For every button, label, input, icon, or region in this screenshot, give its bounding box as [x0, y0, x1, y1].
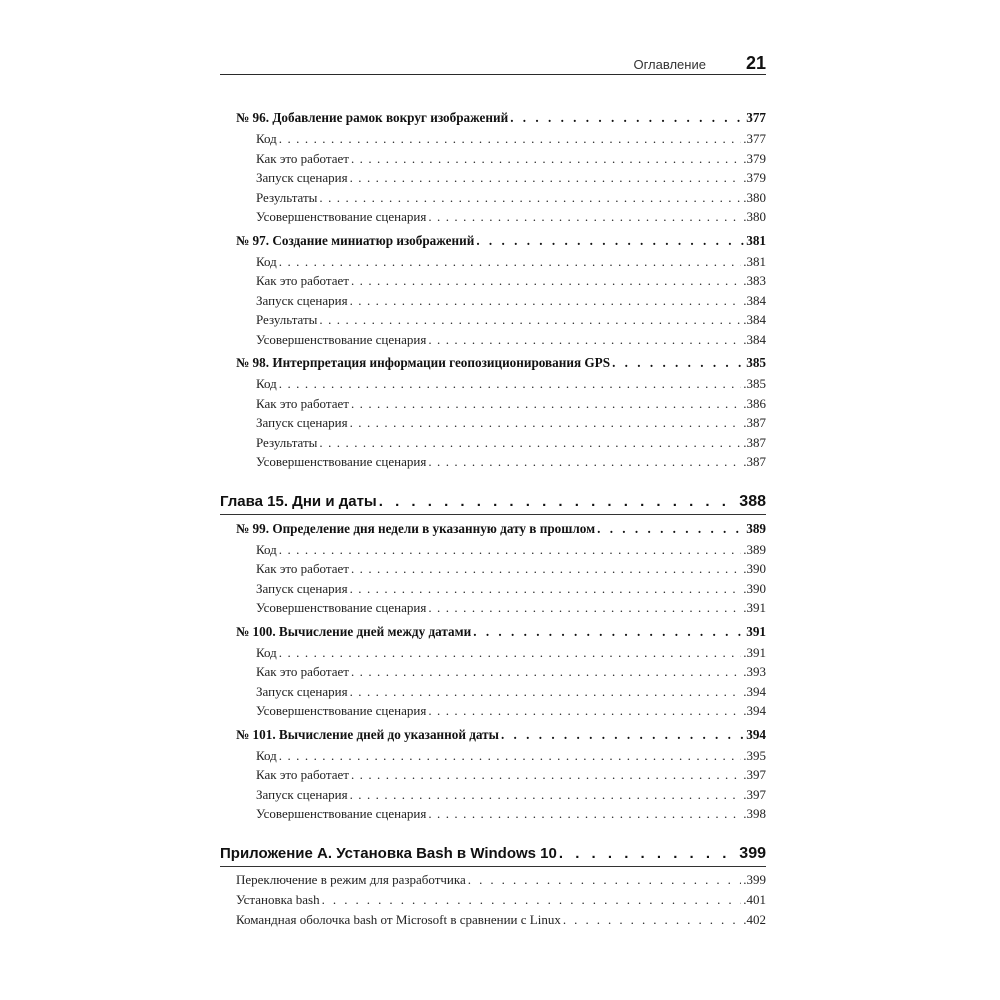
sub-entry-page: .385 — [743, 376, 766, 391]
leader-dots — [350, 579, 742, 599]
toc-sub-entry[interactable] — [220, 413, 766, 433]
chapter-rule — [220, 514, 766, 515]
sub-entry-page: .387 — [743, 434, 766, 450]
sub-entry-label: Запуск сценария — [256, 170, 348, 185]
appendix-item-page: .399 — [743, 871, 766, 887]
leader-dots — [428, 330, 741, 350]
toc-sub-entry[interactable] — [220, 310, 766, 330]
chapter-page: 388 — [739, 492, 766, 510]
sub-entry-label: Запуск сценария — [256, 580, 348, 596]
leader-dots — [428, 598, 741, 618]
sub-entry-label: Запуск сценария — [256, 292, 348, 308]
leader-dots — [319, 433, 741, 453]
sub-entry-label: Как это работает — [256, 561, 349, 576]
sub-entry-label: Усовершенствование сценария — [256, 703, 427, 718]
toc-sub-entry[interactable] — [220, 643, 766, 663]
toc-sub-entry[interactable] — [220, 598, 766, 618]
sub-entry-page: .379 — [743, 170, 766, 185]
leader-dots — [379, 490, 738, 514]
toc-appendix-item[interactable] — [220, 870, 766, 890]
leader-dots — [350, 413, 742, 433]
sub-entry-page: .390 — [743, 561, 766, 576]
leader-dots — [350, 291, 742, 311]
sub-entry-label: Код — [256, 131, 277, 146]
leader-dots — [350, 168, 742, 188]
appendix-item-label: Установка bash — [236, 891, 320, 907]
toc-recipe-entry[interactable] — [220, 107, 766, 129]
sub-entry-page: .381 — [743, 253, 766, 269]
table-of-contents — [220, 107, 766, 930]
toc-sub-entry[interactable] — [220, 540, 766, 560]
sub-entry-label: Усовершенствование сценария — [256, 806, 427, 821]
recipe-page: 377 — [746, 110, 766, 125]
sub-entry-page: .393 — [743, 664, 766, 679]
running-head-title: Оглавление — [633, 57, 706, 72]
sub-entry-page: .380 — [743, 209, 766, 224]
sub-entry-label: Усовершенствование сценария — [256, 454, 427, 469]
sub-entry-label: Код — [256, 541, 277, 557]
leader-dots — [351, 559, 741, 579]
toc-sub-entry[interactable] — [220, 452, 766, 472]
recipe-block — [220, 230, 766, 350]
sub-entry-page: .391 — [743, 644, 766, 660]
sub-entry-page: .379 — [743, 150, 766, 166]
toc-recipe-entry[interactable] — [220, 621, 766, 643]
leader-dots — [351, 765, 741, 785]
recipe-page: 391 — [746, 623, 766, 639]
recipe-block — [220, 107, 766, 227]
leader-dots — [612, 352, 744, 374]
sub-entry-label: Как это работает — [256, 767, 349, 782]
toc-sub-entry[interactable] — [220, 559, 766, 579]
sub-entry-label: Как это работает — [256, 150, 349, 166]
appendix-title: Приложение А. Установка Bash в Windows 10 — [220, 844, 557, 862]
toc-recipe-entry[interactable] — [220, 230, 766, 252]
chapter-rule — [220, 866, 766, 867]
sub-entry-label: Как это работает — [256, 395, 349, 411]
sub-entry-label: Усовершенствование сценария — [256, 600, 427, 615]
toc-sub-entry[interactable] — [220, 746, 766, 766]
leader-dots — [279, 252, 741, 272]
toc-sub-entry[interactable] — [220, 149, 766, 169]
toc-sub-entry[interactable] — [220, 701, 766, 721]
sub-entry-page: .377 — [743, 131, 766, 146]
chapter-block — [220, 490, 766, 824]
toc-sub-entry[interactable] — [220, 252, 766, 272]
sub-entry-page: .384 — [743, 331, 766, 347]
toc-recipe-entry[interactable] — [220, 724, 766, 746]
toc-sub-entry[interactable] — [220, 271, 766, 291]
sub-entry-page: .387 — [743, 415, 766, 430]
sub-entry-label: Усовершенствование сценария — [256, 331, 427, 347]
leader-dots — [563, 910, 741, 930]
recipe-block — [220, 621, 766, 721]
toc-appendix-entry[interactable] — [220, 842, 766, 866]
leader-dots — [597, 518, 744, 540]
recipe-block — [220, 724, 766, 824]
sub-entry-label: Усовершенствование сценария — [256, 209, 427, 224]
sub-entry-page: .398 — [743, 806, 766, 821]
sub-entry-page: .397 — [743, 786, 766, 802]
sub-entry-page: .397 — [743, 767, 766, 782]
recipe-title: № 99. Определение дня недели в указанную дату в прошлом — [236, 520, 596, 536]
toc-chapter-entry[interactable] — [220, 490, 766, 514]
leader-dots — [501, 724, 744, 746]
page-number: 21 — [745, 53, 766, 73]
toc-sub-entry[interactable] — [220, 207, 766, 227]
leader-dots — [279, 374, 741, 394]
appendix-item-label: Командная оболочка bash от Microsoft в сравнении с Linux — [236, 911, 561, 927]
appendix-block — [220, 842, 766, 930]
leader-dots — [473, 621, 744, 643]
recipe-page: 385 — [746, 355, 766, 370]
toc-sub-entry[interactable] — [220, 330, 766, 350]
chapter-title: Глава 15. Дни и даты — [220, 492, 377, 510]
toc-sub-entry[interactable] — [220, 129, 766, 149]
header-rule — [220, 74, 766, 75]
toc-sub-entry[interactable] — [220, 682, 766, 702]
leader-dots — [279, 746, 741, 766]
toc-recipe-entry[interactable] — [220, 518, 766, 540]
sub-entry-label: Код — [256, 253, 277, 269]
toc-sub-entry[interactable] — [220, 374, 766, 394]
leader-dots — [351, 271, 741, 291]
sub-entry-label: Результаты — [256, 434, 318, 450]
toc-recipe-entry[interactable] — [220, 352, 766, 374]
leader-dots — [428, 207, 741, 227]
sub-entry-label: Результаты — [256, 312, 318, 327]
recipe-title: № 96. Добавление рамок вокруг изображений — [236, 110, 509, 125]
leader-dots — [319, 310, 741, 330]
leader-dots — [319, 188, 741, 208]
toc-sub-entry[interactable] — [220, 579, 766, 599]
appendix-item-page: .401 — [743, 891, 766, 907]
sub-entry-page: .384 — [743, 292, 766, 308]
leader-dots — [510, 107, 744, 129]
toc-appendix-item[interactable] — [220, 910, 766, 930]
leader-dots — [428, 701, 741, 721]
sub-entry-label: Результаты — [256, 189, 318, 205]
leader-dots — [468, 870, 741, 890]
appendix-item-page: .402 — [743, 911, 766, 927]
sub-entry-page: .384 — [743, 312, 766, 327]
sub-entry-page: .389 — [743, 541, 766, 557]
sub-entry-page: .395 — [743, 747, 766, 763]
toc-sub-entry[interactable] — [220, 765, 766, 785]
leader-dots — [428, 452, 741, 472]
leader-dots — [350, 682, 742, 702]
recipe-page: 381 — [746, 232, 766, 248]
recipe-title: № 98. Интерпретация информации геопозиционирования GPS — [236, 355, 611, 370]
sub-entry-page: .391 — [743, 600, 766, 615]
recipe-title: № 97. Создание миниатюр изображений — [236, 232, 475, 248]
sub-entry-page: .380 — [743, 189, 766, 205]
sub-entry-page: .383 — [743, 273, 766, 288]
leader-dots — [279, 540, 741, 560]
recipe-block — [220, 352, 766, 472]
recipe-block — [220, 518, 766, 618]
sub-entry-label: Как это работает — [256, 664, 349, 679]
leader-dots — [322, 890, 742, 910]
toc-sub-entry[interactable] — [220, 433, 766, 453]
sub-entry-page: .387 — [743, 454, 766, 469]
toc-sub-entry[interactable] — [220, 394, 766, 414]
leader-dots — [428, 804, 741, 824]
sub-entry-label: Код — [256, 747, 277, 763]
recipe-title: № 100. Вычисление дней между датами — [236, 623, 472, 639]
toc-sub-entry[interactable] — [220, 168, 766, 188]
leader-dots — [351, 662, 741, 682]
leader-dots — [351, 394, 741, 414]
leader-dots — [279, 643, 741, 663]
toc-sub-entry[interactable] — [220, 188, 766, 208]
toc-appendix-item[interactable] — [220, 890, 766, 910]
sub-entry-page: .386 — [743, 395, 766, 411]
sub-entry-label: Код — [256, 376, 277, 391]
toc-sub-entry[interactable] — [220, 785, 766, 805]
appendix-page: 399 — [739, 844, 766, 862]
toc-sub-entry[interactable] — [220, 804, 766, 824]
toc-sub-entry[interactable] — [220, 291, 766, 311]
leader-dots — [559, 842, 737, 866]
toc-sub-entry[interactable] — [220, 662, 766, 682]
recipe-page: 394 — [746, 726, 766, 742]
recipe-page: 389 — [746, 520, 766, 536]
leader-dots — [476, 230, 744, 252]
sub-entry-label: Код — [256, 644, 277, 660]
running-head — [220, 48, 766, 74]
sub-entry-label: Запуск сценария — [256, 683, 348, 699]
leader-dots — [279, 129, 741, 149]
sub-entry-page: .394 — [743, 683, 766, 699]
sub-entry-label: Как это работает — [256, 273, 349, 288]
appendix-item-label: Переключение в режим для разработчика — [236, 871, 466, 887]
sub-entry-page: .394 — [743, 703, 766, 718]
leader-dots — [351, 149, 741, 169]
sub-entry-label: Запуск сценария — [256, 786, 348, 802]
sub-entry-page: .390 — [743, 580, 766, 596]
recipe-title: № 101. Вычисление дней до указанной даты — [236, 726, 499, 742]
sub-entry-label: Запуск сценария — [256, 415, 348, 430]
leader-dots — [350, 785, 742, 805]
